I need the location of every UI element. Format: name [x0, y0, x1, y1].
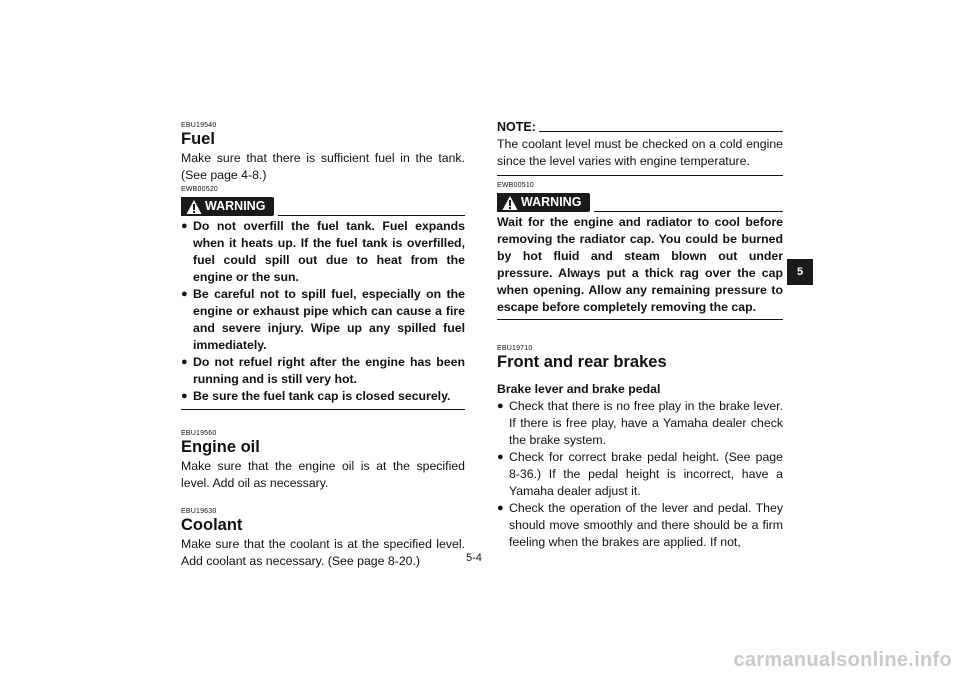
warning-end-rule	[497, 319, 783, 320]
warning-rule	[594, 211, 783, 212]
warning-code: EWB00510	[497, 182, 535, 189]
list-item: ● Check the operation of the lever and pedal. They should move smoothly and there should be a firm feeling when the brakes are applied. If not,	[497, 501, 783, 549]
page-number: 5-4	[466, 552, 482, 564]
section-code: EBU19560	[181, 430, 217, 437]
list-item: ● Do not refuel right after the engine has been running and is still very hot.	[181, 355, 465, 386]
section-code: EBU19630	[181, 508, 217, 515]
note-label: NOTE:	[497, 120, 536, 134]
warning-end-rule	[181, 409, 465, 410]
section-code: EBU19710	[497, 345, 533, 352]
fuel-text: Make sure that there is sufficient fuel in the tank. (See page 4-8.)	[181, 151, 465, 182]
warning-label: WARNING	[521, 195, 582, 209]
warning-badge	[497, 193, 590, 212]
note-end-rule	[497, 175, 783, 176]
bullet-icon: ●	[181, 220, 188, 232]
warning-triangle-icon	[502, 195, 518, 211]
section-title-fuel: Fuel	[181, 130, 215, 148]
note-rule	[539, 131, 783, 132]
section-title-brakes: Front and rear brakes	[497, 353, 667, 371]
brakes-list	[497, 398, 783, 551]
list-item: ● Do not overfill the fuel tank. Fuel expands when it heats up. If the fuel tank is overfilled, fuel could spill out due to heat from the engine or the sun.	[181, 219, 465, 284]
section-title-engine-oil: Engine oil	[181, 438, 260, 456]
list-item: ● Check that there is no free play in the brake lever. If there is free play, have a Yamaha dealer check the brake system.	[497, 399, 783, 447]
section-code: EBU19540	[181, 122, 217, 129]
section-title-coolant: Coolant	[181, 516, 243, 534]
note-text: The coolant level must be checked on a cold engine since the level varies with engine temperature.	[497, 137, 783, 168]
list-item: ● Be careful not to spill fuel, especially on the engine or exhaust pipe which can cause a fire and severe injury. Wipe up any spilled fuel immediately.	[181, 287, 465, 352]
warning-header	[181, 197, 465, 216]
warning-code: EWB00520	[181, 186, 219, 193]
coolant-text: Make sure that the coolant is at the specified level. Add coolant as necessary. (See page 8-20.)	[181, 537, 465, 568]
engine-oil-text: Make sure that the engine oil is at the specified level. Add oil as necessary.	[181, 459, 465, 490]
list-item: ● Be sure the fuel tank cap is closed securely.	[181, 389, 451, 403]
bullet-icon: ●	[497, 502, 504, 514]
note-header	[497, 120, 783, 134]
warning-header	[497, 193, 783, 212]
bullet-icon: ●	[497, 400, 504, 412]
warning-triangle-icon	[186, 199, 202, 215]
warning-badge	[181, 197, 274, 216]
watermark: carmanualsonline.info	[733, 649, 952, 671]
warning-rule	[278, 215, 465, 216]
radiator-warning-text: Wait for the engine and radiator to cool before removing the radiator cap. You could be burned by hot fluid and steam blown out under pressure. Always put a thick rag over the cap when opening. Allow any remaining pressure to escape before completely removing the cap.	[497, 215, 783, 314]
fuel-warning-list	[181, 218, 465, 405]
bullet-icon: ●	[181, 390, 188, 402]
list-item: ● Check for correct brake pedal height. (See page 8-36.) If the pedal height is incorrect, have a Yamaha dealer adjust it.	[497, 450, 783, 498]
warning-label: WARNING	[205, 199, 266, 213]
brakes-subtitle: Brake lever and brake pedal	[497, 382, 661, 396]
bullet-icon: ●	[181, 356, 188, 368]
bullet-icon: ●	[497, 451, 504, 463]
left-column	[181, 122, 465, 570]
right-column	[497, 120, 783, 551]
chapter-tab: 5	[787, 259, 813, 285]
bullet-icon: ●	[181, 288, 188, 300]
